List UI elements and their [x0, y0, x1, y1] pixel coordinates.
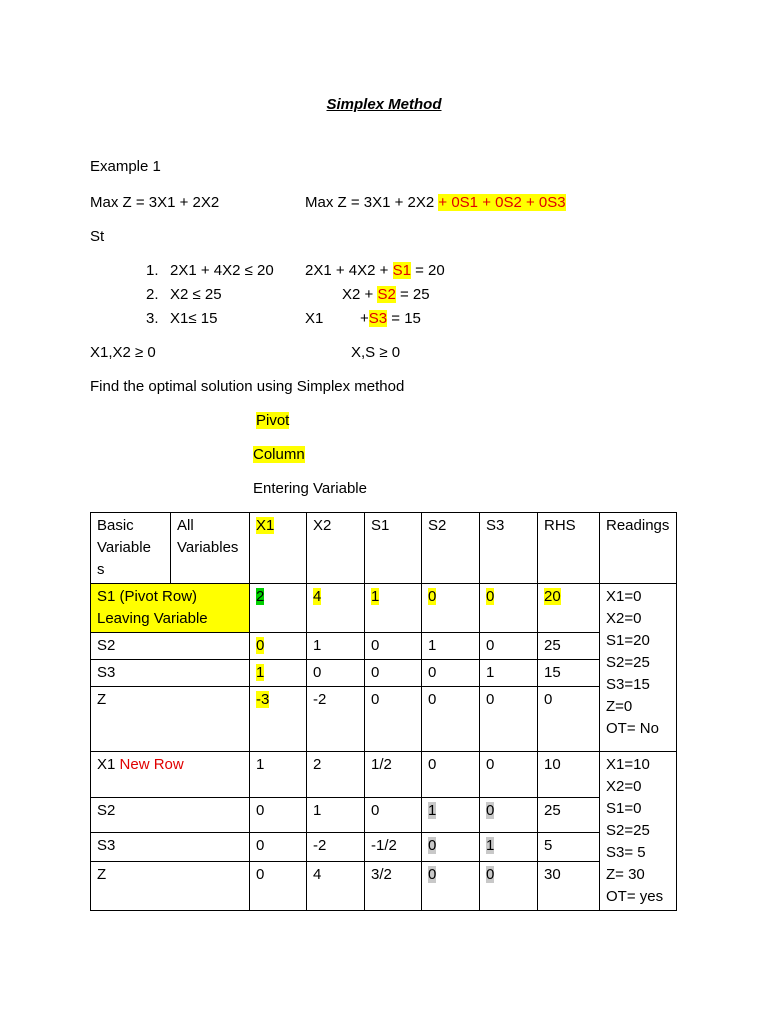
cell-value: 0	[428, 588, 437, 605]
row-label-text: X1	[97, 756, 116, 773]
cell-s2	[422, 833, 480, 862]
table-row	[91, 862, 677, 911]
cell-s1: 3/2	[365, 862, 422, 911]
cell-value: 0	[256, 637, 265, 654]
table-row	[91, 660, 677, 687]
cell-s2: 1	[422, 633, 480, 660]
cell-x2	[307, 584, 365, 633]
cell-s1: 0	[365, 660, 422, 687]
slack-variable: S1	[392, 262, 411, 279]
row-label: S3	[91, 833, 250, 862]
cell-s3	[480, 862, 538, 911]
table-row	[91, 633, 677, 660]
header-rhs: RHS	[538, 513, 600, 584]
cell-s3	[480, 833, 538, 862]
cell-x1	[250, 687, 307, 752]
cell-x2: -2	[307, 833, 365, 862]
cell-s1: 0	[365, 633, 422, 660]
constraint-standard	[305, 262, 445, 280]
header-s2: S2	[422, 513, 480, 584]
constraint-number: 1.	[146, 262, 159, 279]
reading-line: S2=25	[606, 654, 650, 671]
constraint-original: X1≤ 15	[170, 310, 218, 327]
objective-original: Max Z = 3X1 + 2X2	[90, 194, 220, 211]
header-x2: X2	[307, 513, 365, 584]
constraint-standard-lhs: X2 +	[342, 286, 378, 303]
cell-x2: 2	[307, 752, 365, 798]
cell-rhs: 15	[538, 660, 600, 687]
cell-value: 4	[313, 588, 322, 605]
cell-value: 0	[428, 866, 437, 884]
reading-line: S1=0	[606, 800, 642, 817]
reading-line: X1=10	[606, 756, 650, 773]
constraint-original: 2X1 + 4X2 ≤ 20	[170, 262, 274, 279]
constraint-standard-lhs: 2X1 + 4X2 +	[305, 262, 393, 279]
pivot-label-text: Pivot	[256, 412, 290, 429]
cell-rhs: 10	[538, 752, 600, 798]
cell-x1	[250, 660, 307, 687]
slack-variable: S3	[368, 310, 388, 327]
header-all-variables	[171, 513, 250, 584]
header-x1-text: X1	[256, 517, 275, 534]
constraint-number: 3.	[146, 310, 159, 327]
column-label	[253, 446, 305, 464]
header-basic-line: Basic	[97, 517, 134, 534]
table-row	[91, 687, 677, 752]
reading-line: S3=15	[606, 676, 650, 693]
cell-x1: 0	[250, 797, 307, 832]
cell-s1: 0	[365, 797, 422, 832]
cell-value: 20	[544, 588, 561, 605]
header-s3: S3	[480, 513, 538, 584]
cell-rhs: 25	[538, 633, 600, 660]
table-row	[91, 752, 677, 798]
cell-rhs: 0	[538, 687, 600, 752]
header-all-line: All	[177, 517, 194, 534]
table-header-row	[91, 513, 677, 584]
cell-rhs: 30	[538, 862, 600, 911]
row-label-pivot	[91, 584, 250, 633]
nonnegativity-original: X1,X2 ≥ 0	[90, 344, 156, 361]
constraint-standard-rhs: = 25	[395, 286, 430, 303]
cell-value: 0	[486, 801, 495, 819]
cell-s2: 0	[422, 687, 480, 752]
table-row	[91, 833, 677, 862]
pivot-label	[256, 412, 289, 430]
cell-x1: 1	[250, 752, 307, 798]
reading-line: S3= 5	[606, 844, 646, 861]
cell-s2	[422, 584, 480, 633]
nonnegativity-standard: X,S ≥ 0	[351, 344, 401, 361]
header-basic-line: s	[97, 561, 105, 578]
cell-x1	[250, 633, 307, 660]
task-text: Find the optimal solution using Simplex method	[90, 378, 405, 395]
cell-value: 1	[486, 837, 495, 855]
objective-standard	[305, 194, 566, 212]
row-label-new-row	[91, 752, 250, 798]
entering-variable-label: Entering Variable	[253, 480, 367, 497]
cell-x1: 0	[250, 833, 307, 862]
cell-s3	[480, 797, 538, 832]
reading-line: OT= No	[606, 720, 659, 737]
table-row	[91, 584, 677, 633]
row-label: Z	[91, 687, 250, 752]
header-all-line: Variables	[177, 539, 239, 556]
header-basic-variables	[91, 513, 171, 584]
cell-s2	[422, 862, 480, 911]
constraint-standard	[342, 286, 430, 304]
page-title: Simplex Method	[326, 96, 442, 113]
cell-x2: -2	[307, 687, 365, 752]
simplex-tableau	[90, 512, 677, 911]
cell-x1	[250, 584, 307, 633]
cell-x2: 1	[307, 797, 365, 832]
constraint-standard	[360, 310, 421, 328]
cell-s1: -1/2	[365, 833, 422, 862]
reading-line: S1=20	[606, 632, 650, 649]
constraint-number: 2.	[146, 286, 159, 303]
row-label-line: S1 (Pivot Row)	[97, 588, 198, 605]
subject-to-label: St	[90, 228, 105, 245]
reading-line: X1=0	[606, 588, 642, 605]
readings-iteration-2	[600, 752, 677, 911]
cell-s2	[422, 797, 480, 832]
cell-value: -3	[256, 691, 270, 708]
readings-iteration-1	[600, 584, 677, 752]
objective-slack-terms: + 0S1 + 0S2 + 0S3	[438, 194, 566, 211]
cell-x1: 0	[250, 862, 307, 911]
constraint-standard-plus: +	[360, 310, 369, 327]
cell-rhs	[538, 584, 600, 633]
cell-s3: 0	[480, 633, 538, 660]
constraint-original: X2 ≤ 25	[170, 286, 222, 303]
header-basic-line: Variable	[97, 539, 151, 556]
reading-line: X2=0	[606, 610, 642, 627]
cell-value: 0	[486, 866, 495, 884]
reading-line: Z= 30	[606, 866, 645, 883]
row-label: Z	[91, 862, 250, 911]
cell-value: 1	[256, 664, 265, 681]
header-s1: S1	[365, 513, 422, 584]
column-label-text: Column	[253, 446, 305, 463]
objective-standard-main: Max Z = 3X1 + 2X2	[305, 194, 439, 211]
row-label-line: Leaving Variable	[97, 610, 208, 627]
cell-value: 1	[371, 588, 380, 605]
row-label: S2	[91, 633, 250, 660]
constraint-standard-x1: X1	[305, 310, 324, 327]
reading-line: OT= yes	[606, 888, 664, 905]
constraint-standard-rhs: = 15	[387, 310, 421, 327]
cell-s2: 0	[422, 752, 480, 798]
new-row-note: New Row	[119, 756, 184, 773]
cell-s3: 0	[480, 752, 538, 798]
cell-rhs: 5	[538, 833, 600, 862]
cell-s1: 0	[365, 687, 422, 752]
cell-s1: 1/2	[365, 752, 422, 798]
cell-s3: 1	[480, 660, 538, 687]
cell-value: 1	[428, 801, 437, 819]
table-row	[91, 797, 677, 832]
header-readings: Readings	[600, 513, 677, 584]
cell-x2: 1	[307, 633, 365, 660]
cell-value: 0	[486, 588, 495, 605]
cell-s3: 0	[480, 687, 538, 752]
slack-variable: S2	[377, 286, 396, 303]
cell-rhs: 25	[538, 797, 600, 832]
row-label: S2	[91, 797, 250, 832]
row-label: S3	[91, 660, 250, 687]
header-x1	[250, 513, 307, 584]
example-heading: Example 1	[90, 158, 161, 175]
constraint-standard-rhs: = 20	[410, 262, 445, 279]
cell-value: 0	[428, 837, 437, 855]
reading-line: X2=0	[606, 778, 642, 795]
pivot-element: 2	[256, 588, 265, 605]
cell-x2: 0	[307, 660, 365, 687]
cell-s3	[480, 584, 538, 633]
reading-line: S2=25	[606, 822, 650, 839]
reading-line: Z=0	[606, 698, 633, 715]
cell-s2: 0	[422, 660, 480, 687]
cell-s1	[365, 584, 422, 633]
cell-x2: 4	[307, 862, 365, 911]
